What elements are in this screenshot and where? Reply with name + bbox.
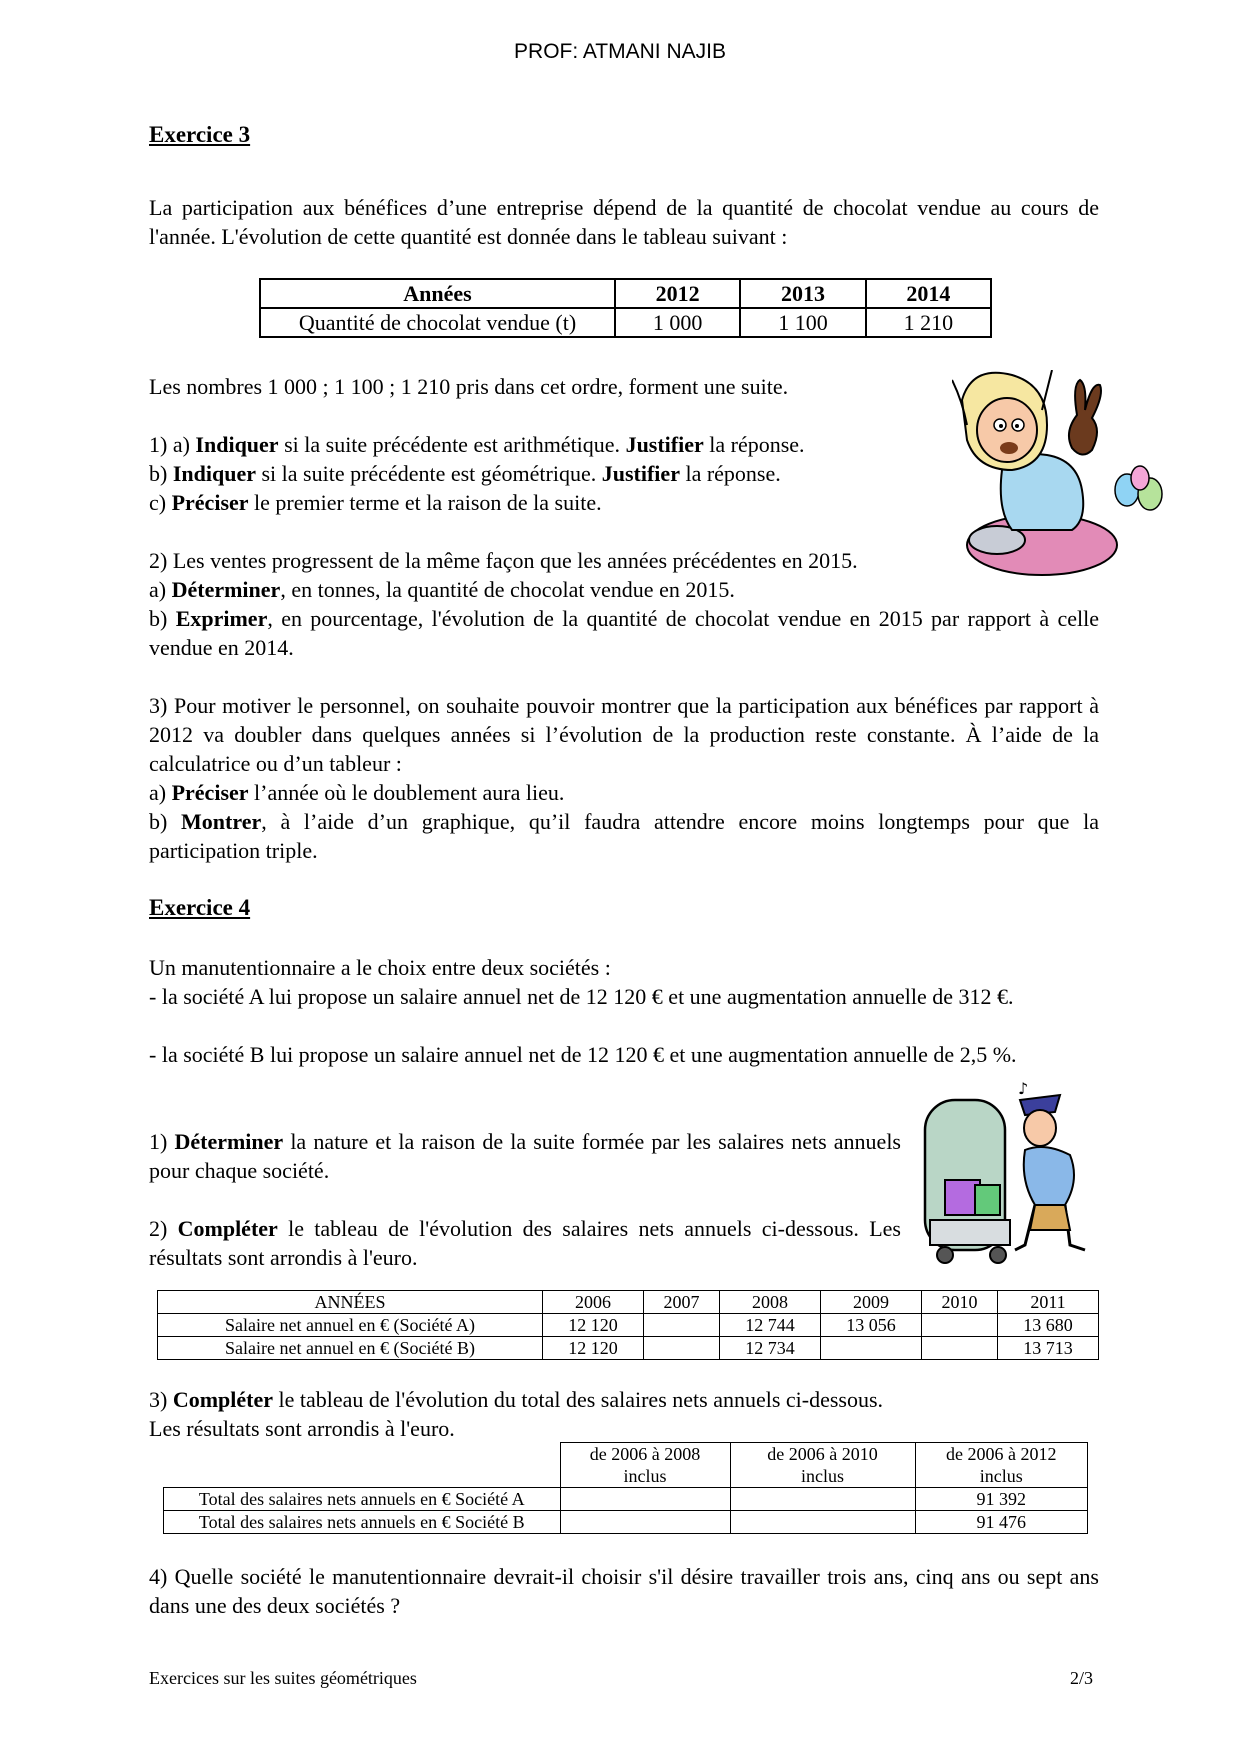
porter-figure [1015, 1095, 1085, 1250]
table-cell: Années [260, 279, 615, 308]
table-cell: ANNÉES [158, 1291, 543, 1314]
keyword: Justifier [601, 461, 680, 486]
label: 1) a) [149, 432, 196, 457]
table-cell: 12 744 [719, 1314, 820, 1337]
exercise-3-title: Exercice 3 [149, 122, 251, 147]
keyword: Exprimer [175, 606, 268, 631]
keyword: Compléter [172, 1387, 274, 1412]
table-cell: Total des salaires nets annuels en € Société B [164, 1511, 561, 1534]
table-cell [560, 1443, 730, 1488]
text: , en tonnes, la quantité de chocolat vendue en 2015. [280, 577, 735, 602]
ex4-question-3 [149, 1385, 1099, 1414]
question-3: 3) Pour motiver le personnel, on souhaite pouvoir montrer que la participation aux bénéfices par rapport à 2012 va doubler dans quelques années si l’évolution de la production reste constante. À l’aide de la calculatrice ou d’un tableur : [149, 693, 1099, 776]
keyword: Déterminer [174, 1129, 284, 1154]
chocolate-bunny-icon [1069, 380, 1101, 455]
keyword: Déterminer [171, 577, 281, 602]
label: 2) [149, 1216, 178, 1241]
label: b) [149, 606, 176, 631]
table-row [158, 1291, 1099, 1314]
table-cell: 12 120 [543, 1337, 644, 1360]
label: b) [149, 461, 173, 486]
text: le tableau de l'évolution des salaires nets annuels ci-dessous. Les résultats sont arrondis à l'euro. [149, 1216, 901, 1270]
table-cell: 13 056 [820, 1314, 921, 1337]
luggage-cart [925, 1100, 1010, 1263]
text: si la suite précédente est géométrique. [255, 461, 602, 486]
table-cell: 1 210 [866, 308, 991, 337]
table-cell [915, 1443, 1088, 1488]
header-line: inclus [623, 1466, 667, 1486]
header-line: de 2006 à 2012 [946, 1444, 1057, 1464]
exercise-3-intro: La participation aux bénéfices d’une entreprise dépend de la quantité de chocolat vendue au cours de l'année. L'évolution de cette quantité est donnée dans le tableau suivant : [149, 195, 1099, 249]
text: , à l’aide d’un graphique, qu’il faudra attendre encore moins longtemps pour que la participation triple. [149, 809, 1099, 863]
ex4-question-4: 4) Quelle société le manutentionnaire devrait-il choisir s'il désire travailler trois ans, cinq ans ou sept ans dans une des deux sociétés ? [149, 1564, 1099, 1618]
label: 3) [149, 1387, 173, 1412]
exercise-4-intro: Un manutentionnaire a le choix entre deux sociétés : [149, 955, 611, 980]
table-cell: Quantité de chocolat vendue (t) [260, 308, 615, 337]
table-cell: 2011 [997, 1291, 1098, 1314]
keyword: Préciser [171, 780, 249, 805]
table-cell: 2013 [740, 279, 865, 308]
keyword: Indiquer [172, 461, 256, 486]
question-2: 2) Les ventes progressent de la même façon que les années précédentes en 2015. [149, 548, 858, 573]
question-3a [149, 778, 1099, 807]
question-2b [149, 604, 1099, 662]
table-cell: Salaire net annuel en € (Société A) [158, 1314, 543, 1337]
label: c) [149, 490, 172, 515]
porter-illustration [920, 1080, 1115, 1275]
keyword: Compléter [177, 1216, 278, 1241]
table-row [164, 1488, 1088, 1511]
question-3b [149, 807, 1099, 865]
question-2a [149, 575, 949, 604]
header-line: de 2006 à 2008 [589, 1444, 701, 1464]
ex4-question-1 [149, 1127, 901, 1185]
table-cell [164, 1443, 561, 1488]
table-row [164, 1443, 1088, 1488]
keyword: Indiquer [195, 432, 279, 457]
table-cell: Salaire net annuel en € (Société B) [158, 1337, 543, 1360]
keyword: Préciser [171, 490, 249, 515]
table-row [158, 1337, 1099, 1360]
company-b-offer: - la société B lui propose un salaire annuel net de 12 120 € et une augmentation annuelle de 2,5 %. [149, 1042, 1017, 1067]
table-cell: 12 120 [543, 1314, 644, 1337]
table-cell: 2010 [921, 1291, 997, 1314]
text: si la suite précédente est arithmétique. [278, 432, 626, 457]
table-cell[interactable] [921, 1337, 997, 1360]
table-cell [730, 1443, 915, 1488]
music-note-icon: ♪ [1018, 1080, 1029, 1098]
table-row [260, 308, 991, 337]
text: le premier terme et la raison de la suite. [248, 490, 602, 515]
label: b) [149, 809, 182, 834]
table-cell[interactable] [820, 1337, 921, 1360]
text: le tableau de l'évolution du total des salaires nets annuels ci-dessous. [273, 1387, 884, 1412]
table-cell: 13 713 [997, 1337, 1098, 1360]
keyword: Montrer [181, 809, 262, 834]
table-cell: 12 734 [719, 1337, 820, 1360]
label: 1) [149, 1129, 175, 1154]
table-cell[interactable] [730, 1511, 915, 1534]
table-cell: 2007 [644, 1291, 720, 1314]
question-1b [149, 459, 909, 488]
table-cell: Total des salaires nets annuels en € Société A [164, 1488, 561, 1511]
table-cell: 2012 [615, 279, 740, 308]
chocolate-table [259, 278, 992, 338]
header-line: inclus [979, 1466, 1023, 1486]
table-cell[interactable] [730, 1488, 915, 1511]
table-cell[interactable] [921, 1314, 997, 1337]
table-cell: 1 000 [615, 308, 740, 337]
text: la réponse. [679, 461, 781, 486]
table-cell: 2009 [820, 1291, 921, 1314]
ex4-question-3-line2: Les résultats sont arrondis à l'euro. [149, 1416, 455, 1441]
table-cell: 1 100 [740, 308, 865, 337]
girl-chocolate-illustration [952, 370, 1182, 590]
easter-eggs-icon [1115, 466, 1162, 510]
exercise-4-title: Exercice 4 [149, 895, 251, 920]
ex4-question-2 [149, 1214, 901, 1272]
salary-table [157, 1290, 1099, 1360]
table-row [164, 1511, 1088, 1534]
label: a) [149, 577, 172, 602]
table-cell: 91 392 [915, 1488, 1088, 1511]
company-a-offer: - la société A lui propose un salaire annuel net de 12 120 € et une augmentation annuelle de 312 €. [149, 984, 1014, 1009]
text: l’année où le doublement aura lieu. [248, 780, 565, 805]
table-cell: 2006 [543, 1291, 644, 1314]
total-salary-table [163, 1442, 1088, 1534]
table-cell: 2014 [866, 279, 991, 308]
question-1c [149, 488, 909, 517]
table-cell[interactable] [644, 1314, 720, 1337]
table-cell: 13 680 [997, 1314, 1098, 1337]
table-cell: 91 476 [915, 1511, 1088, 1534]
text: , en pourcentage, l'évolution de la quantité de chocolat vendue en 2015 par rapport à celle vendue en 2014. [149, 606, 1100, 660]
footer-title: Exercices sur les suites géométriques [149, 1668, 417, 1688]
label: a) [149, 780, 172, 805]
text: la réponse. [703, 432, 805, 457]
question-1a [149, 430, 909, 459]
table-cell: 2008 [719, 1291, 820, 1314]
suite-statement: Les nombres 1 000 ; 1 100 ; 1 210 pris dans cet ordre, forment une suite. [149, 374, 789, 399]
page-header: PROF: ATMANI NAJIB [514, 40, 726, 63]
table-cell[interactable] [560, 1511, 730, 1534]
table-row [158, 1314, 1099, 1337]
table-cell[interactable] [560, 1488, 730, 1511]
table-row [260, 279, 991, 308]
text: la nature et la raison de la suite formée par les salaires nets annuels pour chaque société. [149, 1129, 901, 1183]
header-line: de 2006 à 2010 [767, 1444, 878, 1464]
table-cell[interactable] [644, 1337, 720, 1360]
footer-page-number: 2/3 [1070, 1668, 1094, 1688]
keyword: Justifier [625, 432, 704, 457]
header-line: inclus [801, 1466, 844, 1486]
